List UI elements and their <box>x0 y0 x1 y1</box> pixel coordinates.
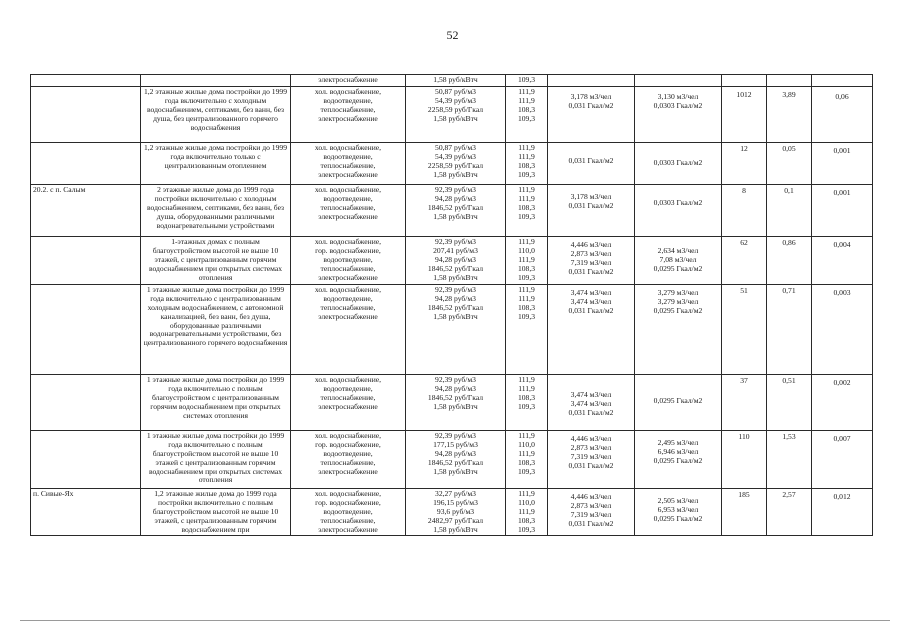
cell-count <box>722 374 767 430</box>
cell-place <box>31 236 141 284</box>
cell-area-value: 0,05 <box>782 143 796 153</box>
cell-index-line: 111,9 <box>518 383 535 393</box>
cell-services <box>291 374 406 430</box>
cell-index-line: 109,3 <box>517 272 536 282</box>
cell-services-line: гор. водоснабжение, <box>315 245 381 255</box>
cell-index-line: 109,3 <box>517 211 536 221</box>
cell-share <box>812 236 873 284</box>
cell-index <box>506 430 548 488</box>
cell-house-type <box>141 142 291 184</box>
cell-index <box>506 184 548 236</box>
cell-index-line: 109,3 <box>517 311 536 321</box>
cell-index-line: 111,9 <box>518 236 535 246</box>
cell-count-value: 110 <box>738 431 750 441</box>
table-row <box>31 284 873 374</box>
cell-services-line: электроснабжение <box>318 466 378 476</box>
cell-services-line: хол. водоснабжение, <box>314 86 382 96</box>
cell-index-line: 111,9 <box>518 374 535 384</box>
cell-norm-new-line: 3,279 м3/чел <box>657 287 699 297</box>
cell-index-line: 111,9 <box>518 86 535 96</box>
cell-area-value: 1,53 <box>782 431 796 441</box>
cell-services-line: электроснабжение <box>318 401 378 411</box>
cell-index-line: 108,3 <box>517 392 536 402</box>
cell-services-line: водоотведение, <box>323 193 373 203</box>
cell-norm-new <box>635 284 722 374</box>
cell-area <box>767 374 812 430</box>
cell-tariffs-line: 1,58 руб/кВтч <box>433 211 478 221</box>
cell-norm-current-line: 7,319 м3/чел <box>570 451 612 461</box>
cell-norm-current-line: 3,474 м3/чел <box>570 296 612 306</box>
cell-index <box>506 284 548 374</box>
cell-norm-new-line: 0,0295 Гкал/м2 <box>653 513 703 523</box>
cell-index-line: 110,0 <box>518 439 535 449</box>
cell-services-line: электроснабжение <box>318 211 378 221</box>
cell-tariffs-line: 92,39 руб/м3 <box>435 374 476 384</box>
cell-tariffs-line: 94,28 руб/м3 <box>435 383 476 393</box>
cell-tariffs <box>406 184 506 236</box>
cell-tariffs-line: 1846,52 руб/Гкал <box>427 202 484 212</box>
cell-norm-new-line: 3,130 м3/чел <box>657 91 699 101</box>
cell-index-line: 111,9 <box>518 284 535 294</box>
cell-tariffs-line: 54,39 руб/м3 <box>435 95 476 105</box>
cell-services-line: теплоснабжение, <box>320 515 376 525</box>
cell-index-line: 111,9 <box>518 293 535 303</box>
cell-norm-new <box>635 75 722 87</box>
cell-tariffs-line: 94,28 руб/м3 <box>435 293 476 303</box>
cell-norm-current-line: 3,178 м3/чел <box>570 191 612 201</box>
cell-count-value: 62 <box>740 237 748 247</box>
cell-index-line: 111,9 <box>518 95 535 105</box>
cell-house-type <box>141 86 291 142</box>
cell-area <box>767 430 812 488</box>
cell-norm-current-line: 4,446 м3/чел <box>570 433 612 443</box>
tariff-table <box>30 74 873 536</box>
cell-place-value: 20.2. с п. Салым <box>33 184 86 194</box>
cell-house-type-line: 1,2 этажные жилые дома постройки до 1999 года включительно только с централизованным отоплением <box>143 142 287 170</box>
cell-house-type-line: 1 этажные жилые дома постройки до 1999 года включительно с полным благоустройством с централизованным горячим водоснабжением при открытых системах отопления <box>146 374 285 420</box>
cell-norm-new <box>635 184 722 236</box>
cell-services-line: водоотведение, <box>323 151 373 161</box>
cell-services-line: хол. водоснабжение, <box>314 142 382 152</box>
cell-index-line: 111,9 <box>518 151 535 161</box>
cell-tariffs-line: 54,39 руб/м3 <box>435 151 476 161</box>
cell-norm-current <box>548 488 635 536</box>
cell-index-line: 111,9 <box>518 193 535 203</box>
cell-area <box>767 75 812 87</box>
cell-norm-new-line: 0,0295 Гкал/м2 <box>653 305 703 315</box>
cell-norm-new-line: 6,946 м3/чел <box>657 446 699 456</box>
cell-house-type <box>141 236 291 284</box>
page-number: 52 <box>446 28 459 42</box>
cell-house-type <box>141 284 291 374</box>
cell-tariffs-line: 177,15 руб/м3 <box>433 439 478 449</box>
cell-tariffs <box>406 142 506 184</box>
cell-place <box>31 488 141 536</box>
table-row <box>31 374 873 430</box>
cell-place <box>31 142 141 184</box>
cell-norm-current-line: 0,031 Гкал/м2 <box>568 200 614 210</box>
cell-count <box>722 488 767 536</box>
cell-norm-new <box>635 236 722 284</box>
cell-services-line: теплоснабжение, <box>320 302 376 312</box>
cell-area-value: 3,89 <box>782 89 796 99</box>
cell-norm-current-line: 0,031 Гкал/м2 <box>568 518 614 528</box>
cell-norm-new-line: 0,0303 Гкал/м2 <box>653 157 703 167</box>
cell-house-type-line: 1-этажных домах с полным благоустройством высотой не выше 10 этажей, с централизованным горячим водоснабжением при открытых системах отопления <box>148 236 283 282</box>
cell-index-line: 110,0 <box>518 245 535 255</box>
cell-services-line: теплоснабжение, <box>320 457 376 467</box>
cell-tariffs-line: 1,58 руб/кВтч <box>433 524 478 534</box>
cell-count-value: 1012 <box>736 89 752 99</box>
cell-norm-new-line: 0,0295 Гкал/м2 <box>653 263 703 273</box>
cell-count-value: 185 <box>738 489 750 499</box>
cell-index-line: 108,3 <box>517 515 536 525</box>
cell-index-line: 108,3 <box>517 302 536 312</box>
cell-tariffs-line: 94,28 руб/м3 <box>435 193 476 203</box>
cell-index-line: 108,3 <box>517 160 536 170</box>
cell-house-type-line: 1,2 этажные жилые дома до 1999 года постройки включительно с полным благоустройством высотой не выше 10 этажей, с централизованным горячим водоснабжением при <box>152 488 279 534</box>
cell-index-line: 110,0 <box>518 497 535 507</box>
cell-place <box>31 374 141 430</box>
cell-index-line: 111,9 <box>518 142 535 152</box>
cell-share-value: 0,001 <box>833 187 851 197</box>
cell-tariffs-line: 1,58 руб/кВтч <box>433 311 478 321</box>
cell-norm-new <box>635 86 722 142</box>
cell-house-type-line: 1,2 этажные жилые дома постройки до 1999 года включительно с холодным водоснабжением, септиками, без ванн, без душа, без централизованного горячего водоснабжения <box>143 86 287 132</box>
cell-count-value: 37 <box>740 375 748 385</box>
cell-tariffs-line: 207,41 руб/м3 <box>433 245 478 255</box>
cell-norm-new <box>635 430 722 488</box>
cell-area-value: 0,86 <box>782 237 796 247</box>
cell-index <box>506 142 548 184</box>
cell-norm-new <box>635 488 722 536</box>
cell-services-line: хол. водоснабжение, <box>314 374 382 384</box>
cell-tariffs-line: 1,58 руб/кВтч <box>433 75 478 84</box>
cell-services-line: водоотведение, <box>323 95 373 105</box>
cell-services-line: теплоснабжение, <box>320 263 376 273</box>
cell-area <box>767 488 812 536</box>
cell-tariffs-line: 50,87 руб/м3 <box>435 142 476 152</box>
cell-index <box>506 374 548 430</box>
cell-share <box>812 374 873 430</box>
cell-place <box>31 75 141 87</box>
table-row <box>31 86 873 142</box>
cell-tariffs-line: 94,28 руб/м3 <box>435 448 476 458</box>
cell-services-line: водоотведение, <box>323 293 373 303</box>
cell-place <box>31 184 141 236</box>
cell-services <box>291 488 406 536</box>
cell-tariffs <box>406 488 506 536</box>
cell-tariffs <box>406 86 506 142</box>
cell-count <box>722 86 767 142</box>
cell-services-line: теплоснабжение, <box>320 392 376 402</box>
cell-services-line: хол. водоснабжение, <box>314 236 382 246</box>
cell-norm-new <box>635 374 722 430</box>
cell-index <box>506 236 548 284</box>
cell-tariffs-line: 196,15 руб/м3 <box>433 497 478 507</box>
cell-norm-current-line: 2,873 м3/чел <box>570 442 612 452</box>
cell-services <box>291 86 406 142</box>
cell-index-line: 109,3 <box>517 401 536 411</box>
cell-count-value: 8 <box>742 185 746 195</box>
cell-tariffs <box>406 75 506 87</box>
cell-index <box>506 86 548 142</box>
table-row <box>31 75 873 87</box>
cell-norm-new-line: 6,953 м3/чел <box>657 504 699 514</box>
table-row <box>31 184 873 236</box>
cell-place <box>31 86 141 142</box>
cell-services-line: теплоснабжение, <box>320 104 376 114</box>
cell-tariffs-line: 1,58 руб/кВтч <box>433 401 478 411</box>
cell-services <box>291 75 406 87</box>
cell-norm-current <box>548 142 635 184</box>
cell-services <box>291 236 406 284</box>
cell-norm-new-line: 0,0295 Гкал/м2 <box>653 395 703 405</box>
cell-share-value: 0,001 <box>833 145 851 155</box>
cell-tariffs-line: 92,39 руб/м3 <box>435 430 476 440</box>
cell-norm-current <box>548 86 635 142</box>
cell-services <box>291 184 406 236</box>
cell-norm-new-line: 2,495 м3/чел <box>657 437 699 447</box>
cell-norm-current-line: 2,873 м3/чел <box>570 500 612 510</box>
cell-house-type <box>141 374 291 430</box>
cell-norm-current-line: 0,031 Гкал/м2 <box>568 100 614 110</box>
cell-area <box>767 236 812 284</box>
cell-index-line: 111,9 <box>518 506 535 516</box>
cell-index-line: 108,3 <box>517 202 536 212</box>
cell-index-line: 111,9 <box>518 184 535 194</box>
cell-share-value: 0,002 <box>833 377 851 387</box>
cell-share <box>812 86 873 142</box>
cell-area <box>767 142 812 184</box>
cell-services-line: гор. водоснабжение, <box>315 439 381 449</box>
cell-services-line: электроснабжение <box>318 272 378 282</box>
cell-tariffs-line: 93,6 руб/м3 <box>436 506 475 516</box>
cell-house-type <box>141 430 291 488</box>
cell-area-value: 0,51 <box>782 375 796 385</box>
cell-index-line: 109,3 <box>517 169 536 179</box>
cell-share <box>812 75 873 87</box>
cell-count <box>722 236 767 284</box>
cell-share <box>812 430 873 488</box>
table-row <box>31 488 873 536</box>
cell-area-value: 0,71 <box>782 285 796 295</box>
cell-count <box>722 75 767 87</box>
table-body <box>31 75 873 536</box>
scan-artifact-line <box>20 620 890 621</box>
cell-index <box>506 75 548 87</box>
cell-norm-new-line: 0,0303 Гкал/м2 <box>653 100 703 110</box>
cell-tariffs-line: 1846,52 руб/Гкал <box>427 457 484 467</box>
cell-services-line: водоотведение, <box>323 448 373 458</box>
cell-services-line: электроснабжение <box>318 113 378 123</box>
cell-house-type-line: 2 этажные жилые дома до 1999 года постройки включительно с холодным водоснабжением, септиками, без ванн, без душа, оборудованными различными водонагревательными устройствами <box>146 184 285 230</box>
cell-count <box>722 142 767 184</box>
cell-tariffs-line: 32,27 руб/м3 <box>435 488 476 498</box>
cell-place <box>31 430 141 488</box>
table-row <box>31 142 873 184</box>
cell-place-value: п. Сивые-Ях <box>33 488 74 498</box>
cell-tariffs-line: 50,87 руб/м3 <box>435 86 476 96</box>
cell-index-line: 109,3 <box>517 113 536 123</box>
cell-index-line: 108,3 <box>517 457 536 467</box>
cell-norm-current-line: 0,031 Гкал/м2 <box>568 305 614 315</box>
cell-tariffs-line: 1,58 руб/кВтч <box>433 169 478 179</box>
table-row <box>31 236 873 284</box>
cell-share-value: 0,007 <box>833 433 851 443</box>
cell-norm-current <box>548 184 635 236</box>
cell-norm-current-line: 3,474 м3/чел <box>570 389 612 399</box>
cell-house-type-line: 1 этажные жилые дома постройки до 1999 года включительно с централизованным холодным водоснабжением, с автономной канализацией, без ванн, без душа, оборудованные различными водонагревательными устройствами, без централизованного горячего водоснабжения <box>143 284 288 348</box>
cell-norm-current <box>548 284 635 374</box>
cell-tariffs-line: 2482,97 руб/Гкал <box>427 515 484 525</box>
cell-services-line: гор. водоснабжение, <box>315 497 381 507</box>
cell-area <box>767 284 812 374</box>
cell-index-line: 111,9 <box>518 430 535 440</box>
cell-tariffs <box>406 374 506 430</box>
cell-services-line: хол. водоснабжение, <box>314 184 382 194</box>
cell-norm-current-line: 7,319 м3/чел <box>570 509 612 519</box>
cell-index-line: 108,3 <box>517 104 536 114</box>
cell-norm-current <box>548 374 635 430</box>
cell-norm-current-line: 4,446 м3/чел <box>570 239 612 249</box>
cell-share-value: 0,06 <box>835 91 849 101</box>
cell-index-line: 109,3 <box>517 75 536 84</box>
cell-place <box>31 284 141 374</box>
cell-norm-current <box>548 236 635 284</box>
cell-tariffs-line: 1,58 руб/кВтч <box>433 113 478 123</box>
cell-index-line: 109,3 <box>517 466 536 476</box>
cell-index-line: 109,3 <box>517 524 536 534</box>
cell-norm-current-line: 3,474 м3/чел <box>570 398 612 408</box>
cell-area <box>767 86 812 142</box>
cell-house-type-line: 1 этажные жилые дома постройки до 1999 года включительно с полным благоустройством высотой не выше 10 этажей с централизованным горячим водоснабжением при открытых системах отопления <box>146 430 285 485</box>
cell-norm-new-line: 3,279 м3/чел <box>657 296 699 306</box>
cell-tariffs-line: 92,39 руб/м3 <box>435 184 476 194</box>
cell-index-line: 111,9 <box>518 254 535 264</box>
cell-index <box>506 488 548 536</box>
cell-count <box>722 430 767 488</box>
cell-tariffs-line: 92,39 руб/м3 <box>435 284 476 294</box>
cell-tariffs-line: 1846,52 руб/Гкал <box>427 263 484 273</box>
cell-tariffs-line: 2258,59 руб/Гкал <box>427 160 484 170</box>
cell-norm-new-line: 7,08 м3/чел <box>659 254 697 264</box>
cell-count <box>722 184 767 236</box>
cell-services-line: теплоснабжение, <box>320 160 376 170</box>
cell-services <box>291 142 406 184</box>
cell-share-value: 0,012 <box>833 491 851 501</box>
cell-services <box>291 430 406 488</box>
cell-services-line: электроснабжение <box>318 75 378 84</box>
cell-services-line: хол. водоснабжение, <box>314 284 382 294</box>
cell-count <box>722 284 767 374</box>
cell-norm-current <box>548 430 635 488</box>
cell-tariffs <box>406 284 506 374</box>
cell-share <box>812 184 873 236</box>
cell-tariffs <box>406 430 506 488</box>
cell-services <box>291 284 406 374</box>
cell-tariffs-line: 92,39 руб/м3 <box>435 236 476 246</box>
cell-norm-current-line: 3,474 м3/чел <box>570 287 612 297</box>
cell-count-value: 51 <box>740 285 748 295</box>
cell-norm-current <box>548 75 635 87</box>
cell-index-line: 111,9 <box>518 488 535 498</box>
cell-share-value: 0,004 <box>833 239 851 249</box>
cell-norm-new-line: 2,505 м3/чел <box>657 495 699 505</box>
cell-tariffs <box>406 236 506 284</box>
cell-services-line: водоотведение, <box>323 254 373 264</box>
cell-services-line: хол. водоснабжение, <box>314 430 382 440</box>
cell-services-line: водоотведение, <box>323 506 373 516</box>
cell-tariffs-line: 1,58 руб/кВтч <box>433 272 478 282</box>
cell-tariffs-line: 1,58 руб/кВтч <box>433 466 478 476</box>
cell-services-line: теплоснабжение, <box>320 202 376 212</box>
cell-house-type <box>141 75 291 87</box>
cell-tariffs-line: 94,28 руб/м3 <box>435 254 476 264</box>
cell-house-type <box>141 184 291 236</box>
cell-norm-current-line: 4,446 м3/чел <box>570 491 612 501</box>
cell-services-line: водоотведение, <box>323 383 373 393</box>
cell-norm-current-line: 2,873 м3/чел <box>570 248 612 258</box>
cell-norm-current-line: 0,031 Гкал/м2 <box>568 460 614 470</box>
cell-area-value: 0,1 <box>784 185 794 195</box>
table-row <box>31 430 873 488</box>
cell-services-line: электроснабжение <box>318 524 378 534</box>
cell-norm-current-line: 0,031 Гкал/м2 <box>568 266 614 276</box>
cell-house-type <box>141 488 291 536</box>
cell-count-value: 12 <box>740 143 748 153</box>
cell-services-line: электроснабжение <box>318 169 378 179</box>
cell-tariffs-line: 1846,52 руб/Гкал <box>427 302 484 312</box>
cell-share-value: 0,003 <box>833 287 851 297</box>
cell-norm-new <box>635 142 722 184</box>
cell-norm-new-line: 0,0303 Гкал/м2 <box>653 197 703 207</box>
cell-norm-new-line: 0,0295 Гкал/м2 <box>653 455 703 465</box>
cell-index-line: 111,9 <box>518 448 535 458</box>
cell-norm-current-line: 0,031 Гкал/м2 <box>568 155 614 165</box>
cell-area <box>767 184 812 236</box>
cell-area-value: 2,57 <box>782 489 796 499</box>
cell-norm-current-line: 3,178 м3/чел <box>570 91 612 101</box>
cell-index-line: 108,3 <box>517 263 536 273</box>
cell-norm-current-line: 7,319 м3/чел <box>570 257 612 267</box>
cell-services-line: хол. водоснабжение, <box>314 488 382 498</box>
cell-tariffs-line: 2258,59 руб/Гкал <box>427 104 484 114</box>
cell-share <box>812 488 873 536</box>
cell-norm-current-line: 0,031 Гкал/м2 <box>568 407 614 417</box>
cell-services-line: электроснабжение <box>318 311 378 321</box>
cell-share <box>812 142 873 184</box>
cell-share <box>812 284 873 374</box>
cell-norm-new-line: 2,634 м3/чел <box>657 245 699 255</box>
cell-tariffs-line: 1846,52 руб/Гкал <box>427 392 484 402</box>
